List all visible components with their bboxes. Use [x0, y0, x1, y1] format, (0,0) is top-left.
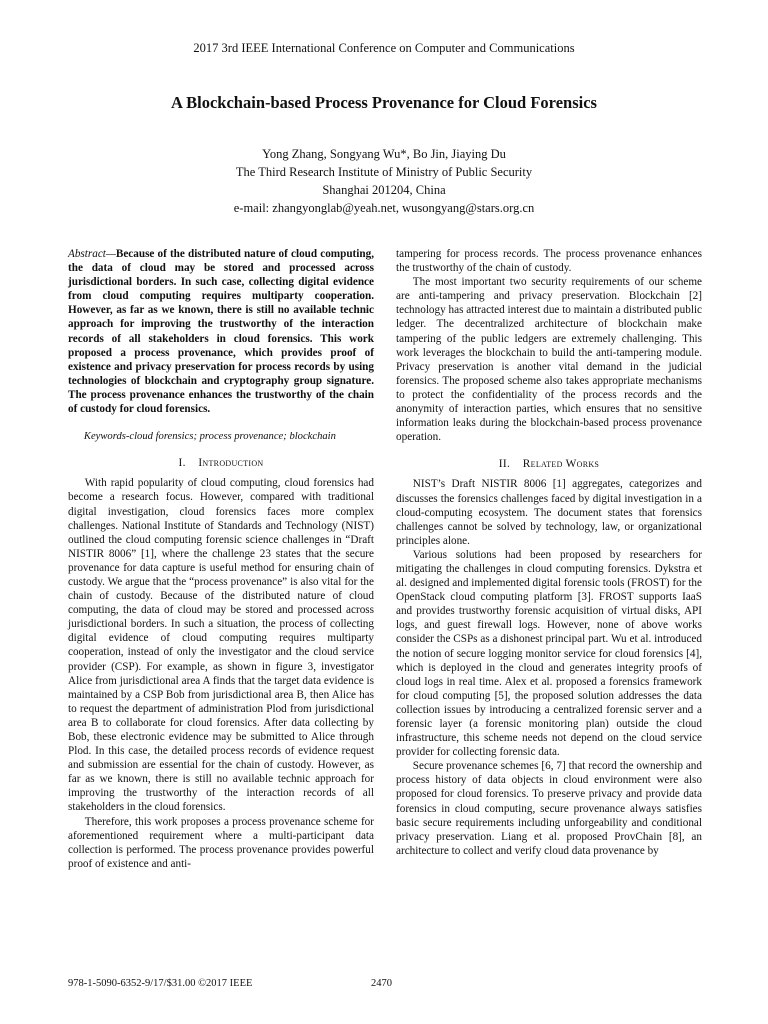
- abstract: [68, 247, 374, 416]
- right-column: [396, 247, 702, 858]
- paragraph: With rapid popularity of cloud computing, cloud forensics had become a research focus. However, compared with traditional digital investigation, cloud forensics faces more complex challenges. National Institute of Standards and Technology (NIST) outlined the cloud computing forensic science challenges in “Draft NISTIR 8006” [1], where the challenge 23 states that the secure provenance for data capture is useful method for ensuring chain of custody. We argue that the “process provenance” is also vital for the chain of custody. Because of the distributed nature of cloud computing, the data of cloud may be stored and processed across jurisdictional borders. In such a situation, the process of collecting digital evidence of cloud computing requires multiparty cooperation, instead of only the investigator and the cloud service provider (CSP). For example, as shown in figure 3, investigator Alice from jurisdictional area A finds that the target data evidence is maintained by a CSP Bob from jurisdictional area B, then Alice has to request the department of administration Plod from jurisdictional area B to collaborate for cloud forensics. After data collecting by Bob, these electronic evidence may be submitted to Alice through Plod. In this case, the detailed process records of evidence request and submission are essential for the chain of custody. However, as far as we known, there is still no available technic approach for improving the trustworthy of the interaction records of all stakeholders in the cloud forensics.: [68, 477, 374, 814]
- location: Shanghai 201204, China: [322, 183, 446, 197]
- section-title: Related Works: [522, 458, 600, 471]
- author-block: [0, 145, 768, 217]
- keywords: Keywords-cloud forensics; process provenance; blockchain: [83, 431, 336, 443]
- paragraph: tampering for process records. The process provenance enhances the trustworthy of the chain of custody.: [396, 248, 702, 275]
- paragraph: Various solutions had been proposed by researchers for mitigating the challenges in cloud computing forensics. Dykstra et al. designed and implemented digital forensic tools (FROST) for the OpenStack cloud computing platform [3]. FROST supports IaaS and provides trustworthy forensic acquisition of virtual disks, API logs, and guest firewall logs. However, none of above works consider the CSPs as a dishonest principal part. Wu et al. introduced the notion of secure logging monitor service for cloud forensics [4], which is deployed in the cloud and generates integrity proofs of cloud logs in real time. Alex et al. proposed a forensics framework for cloud computing [5], the proposed solution addresses the data collection issues by introducing a centralized forensic server and a forensic layer (a forensic monitoring plan) outside the cloud infrastructure, this scheme needs not depend on the cloud service provider for collecting forensic data.: [396, 548, 702, 759]
- section-title: Introduction: [198, 457, 264, 470]
- abstract-body: Because of the distributed nature of cloud computing, the data of cloud may be stored and processed across jurisdictional borders. In such case, collecting digital evidence from cloud computing requires multiparty cooperation. However, as far as we known, there is still no available technic approach for improving the trustworthy of the interaction records of all stakeholders in cloud forensics. This work proposed a process provenance, which provides proof of existence and privacy preservation for process records by using technologies of blockchain and cryptography group signature. The process provenance enhances the trustworthy of the chain of custody for cloud forensics.: [68, 248, 374, 416]
- section-heading-introduction: [68, 456, 374, 470]
- section-number: II.: [498, 458, 511, 471]
- abstract-lead: Abstract—: [68, 248, 116, 260]
- section-heading-related-works: [396, 457, 702, 471]
- affiliation: The Third Research Institute of Ministry of Public Security: [235, 165, 533, 179]
- section-number: I.: [178, 457, 186, 470]
- page-number: 2470: [371, 978, 392, 989]
- email: e-mail: zhangyonglab@yeah.net, wusongyang@stars.org.cn: [233, 201, 535, 215]
- paragraph: Therefore, this work proposes a process provenance scheme for aforementioned requirement where a multi-participant data collection is performed. The process provenance provides powerful proof of existence and anti-: [68, 815, 374, 870]
- left-column: [68, 247, 374, 871]
- paragraph: The most important two security requirements of our scheme are anti-tampering and privacy preservation. Blockchain [2] technology has attracted interest due to maintain a distributed public ledger. The decentralized architecture of blockchain make tampering of the public ledgers are extremely challenging. This work leverages the blockchain to build the anti-tampering module. Privacy preservation is another vital demand in the judicial forensics. The proposed scheme also takes appropriate mechanisms to protect the confidentiality of the process records and the anonymity of interaction parties, which ensures that no sensitive information leaks during the blockchain-based process provenance operation.: [396, 276, 703, 444]
- footer-isbn: 978-1-5090-6352-9/17/$31.00 ©2017 IEEE: [68, 978, 253, 989]
- paper-title: A Blockchain-based Process Provenance for Cloud Forensics: [171, 93, 597, 112]
- paragraph: NIST’s Draft NISTIR 8006 [1] aggregates, categorizes and discusses the forensics challenges faced by digital investigation in a cloud-computing ecosystem. The document states that forensics challenges cannot be solved by technology, law, or organizational principles alone.: [396, 478, 702, 547]
- conference-header: 2017 3rd IEEE International Conference on Computer and Communications: [193, 41, 575, 55]
- author-names: Yong Zhang, Songyang Wu*, Bo Jin, Jiaying Du: [262, 147, 506, 161]
- paragraph: Secure provenance schemes [6, 7] that record the ownership and process history of data objects in cloud environment were also proposed for cloud forensics. To preserve privacy and provide data forensics in cloud computing, secure provenance always satisfies basic secure requirements including unforgeability and conditional privacy preservation. Liang et al. proposed ProvChain [8], an architecture to collect and verify cloud data provenance by: [396, 760, 702, 857]
